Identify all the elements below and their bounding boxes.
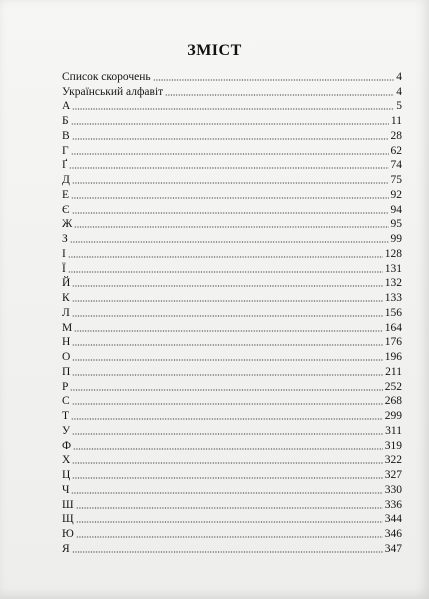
toc-entry-label: Х — [62, 454, 71, 467]
toc-entry-page-number: 132 — [384, 277, 402, 290]
toc-entry-label: Й — [62, 277, 71, 290]
toc-entry-page-number: 94 — [390, 203, 402, 216]
toc-entry — [62, 230, 402, 245]
dot-leader — [72, 315, 383, 317]
page-title: ЗМІСТ — [187, 42, 242, 59]
dot-leader — [71, 492, 382, 494]
toc-entry — [62, 452, 402, 467]
dot-leader — [72, 344, 382, 346]
toc-entry — [62, 127, 402, 142]
toc-entry-page-number: 336 — [384, 498, 402, 511]
toc-entry-label: З — [62, 233, 68, 245]
dot-leader — [72, 108, 394, 110]
toc-entry — [62, 348, 402, 363]
dot-leader — [68, 256, 383, 258]
toc-entry-page-number: 176 — [384, 336, 402, 349]
dot-leader — [74, 330, 383, 332]
toc-entry-label: Р — [62, 380, 69, 393]
toc-entry-label: Ч — [62, 483, 70, 496]
toc-entry — [62, 186, 402, 201]
toc-entry-page-number: 319 — [384, 439, 402, 452]
toc-entry-label: П — [62, 365, 71, 378]
dot-leader — [69, 167, 388, 169]
toc-entry-page-number: 196 — [384, 351, 402, 363]
toc-entry-page-number: 62 — [390, 144, 402, 157]
toc-entry — [62, 157, 402, 172]
dot-leader — [72, 433, 383, 435]
toc-entry-label: Ї — [62, 262, 66, 275]
dot-leader — [72, 403, 383, 405]
toc-entry-label: М — [62, 321, 73, 334]
toc-entry-label: Український алфавіт — [62, 85, 164, 98]
dot-leader — [72, 374, 383, 376]
toc-entry — [62, 407, 402, 422]
toc-entry — [62, 83, 402, 98]
toc-entry-page-number: 311 — [385, 424, 402, 437]
dot-leader — [74, 226, 388, 228]
toc-entry-label: Н — [62, 336, 71, 349]
dot-leader — [153, 79, 395, 81]
dot-leader — [72, 285, 382, 287]
toc-entry — [62, 393, 402, 408]
toc-entry-page-number: 252 — [384, 380, 402, 393]
dot-leader — [72, 477, 382, 479]
toc-entry-page-number: 330 — [384, 483, 402, 496]
dot-leader — [71, 123, 389, 125]
toc-entry-page-number: 156 — [384, 306, 402, 319]
toc-entry-label: Ф — [62, 439, 72, 452]
toc-entry — [62, 363, 402, 378]
toc-entry-page-number: 164 — [384, 321, 402, 334]
toc-entry-page-number: 347 — [384, 542, 402, 555]
dot-leader — [76, 536, 383, 538]
toc-entry — [62, 289, 402, 304]
toc-entry-page-number: 327 — [384, 469, 402, 481]
toc-entry-label: Ц — [62, 469, 71, 481]
toc-entry-label: Б — [62, 115, 69, 127]
toc-entry-page-number: 131 — [384, 262, 402, 275]
toc-entry-page-number: 4 — [396, 85, 402, 98]
toc-entry-page-number: 346 — [384, 528, 402, 540]
toc-entry-page-number: 74 — [390, 159, 402, 172]
toc-entry-label: Ґ — [62, 159, 68, 172]
toc-entry — [62, 334, 402, 349]
dot-leader — [72, 551, 383, 553]
dot-leader — [71, 153, 389, 155]
toc-entry-page-number: 5 — [396, 100, 402, 113]
toc-entry — [62, 201, 402, 216]
toc-entry — [62, 437, 402, 452]
toc-entry — [62, 422, 402, 437]
toc-entry — [62, 171, 402, 186]
toc-entry-label: Т — [62, 410, 70, 422]
toc-entry-page-number: 344 — [384, 513, 402, 526]
toc-entry-page-number: 133 — [384, 292, 402, 304]
toc-entry-label: У — [62, 424, 71, 437]
toc-entry-page-number: 211 — [385, 365, 402, 378]
dot-leader — [70, 241, 389, 243]
toc-entry-page-number: 322 — [384, 454, 402, 467]
toc-entry-label: А — [62, 100, 71, 113]
toc-entry-page-number: 4 — [396, 70, 402, 83]
toc-entry — [62, 142, 402, 157]
toc-entry-label: Я — [62, 542, 70, 555]
toc-entry — [62, 378, 402, 393]
toc-entry — [62, 68, 402, 83]
table-of-contents — [62, 68, 402, 555]
toc-entry-label: І — [62, 247, 66, 260]
toc-entry — [62, 496, 402, 511]
toc-entry — [62, 260, 402, 275]
toc-entry-label: Список скорочень — [62, 70, 151, 83]
toc-entry-label: Г — [62, 144, 69, 157]
dot-leader — [72, 182, 389, 184]
toc-entry-page-number: 268 — [384, 395, 402, 408]
toc-entry — [62, 525, 402, 540]
toc-entry-page-number: 75 — [390, 174, 402, 186]
dot-leader — [70, 389, 382, 391]
dot-leader — [165, 94, 394, 96]
dot-leader — [71, 418, 383, 420]
dot-leader — [72, 212, 389, 214]
dot-leader — [72, 138, 389, 140]
dot-leader — [71, 197, 388, 199]
toc-entry-label: В — [62, 129, 70, 142]
toc-entry-label: Ж — [62, 218, 73, 231]
toc-entry-page-number: 92 — [390, 188, 402, 201]
dot-leader — [76, 521, 383, 523]
toc-entry-label: К — [62, 292, 70, 304]
toc-entry — [62, 319, 402, 334]
toc-entry-label: Д — [62, 174, 70, 186]
toc-entry-page-number: 299 — [384, 410, 402, 422]
toc-entry-label: Ю — [62, 528, 74, 540]
dot-leader — [76, 507, 383, 509]
toc-entry — [62, 275, 402, 290]
toc-entry-label: Е — [62, 188, 70, 201]
toc-entry-label: Ш — [62, 498, 74, 511]
toc-entry-page-number: 99 — [390, 233, 402, 245]
dot-leader — [72, 359, 382, 361]
toc-entry-page-number: 128 — [384, 247, 402, 260]
toc-entry-label: О — [62, 351, 71, 363]
dot-leader — [72, 300, 383, 302]
toc-entry-label: С — [62, 395, 70, 408]
toc-entry-label: Є — [62, 203, 70, 216]
dot-leader — [68, 271, 383, 273]
toc-entry — [62, 466, 402, 481]
toc-entry — [62, 216, 402, 231]
toc-entry — [62, 481, 402, 496]
toc-entry-page-number: 95 — [390, 218, 402, 231]
toc-entry — [62, 540, 402, 555]
toc-entry-page-number: 11 — [390, 115, 402, 127]
toc-entry — [62, 511, 402, 526]
dot-leader — [72, 462, 382, 464]
toc-entry-label: Щ — [62, 513, 74, 526]
toc-entry-label: Л — [62, 306, 70, 319]
toc-entry — [62, 245, 402, 260]
toc-entry — [62, 304, 402, 319]
toc-entry — [62, 98, 402, 113]
toc-entry-page-number: 28 — [390, 129, 402, 142]
dot-leader — [73, 448, 383, 450]
toc-entry — [62, 112, 402, 127]
